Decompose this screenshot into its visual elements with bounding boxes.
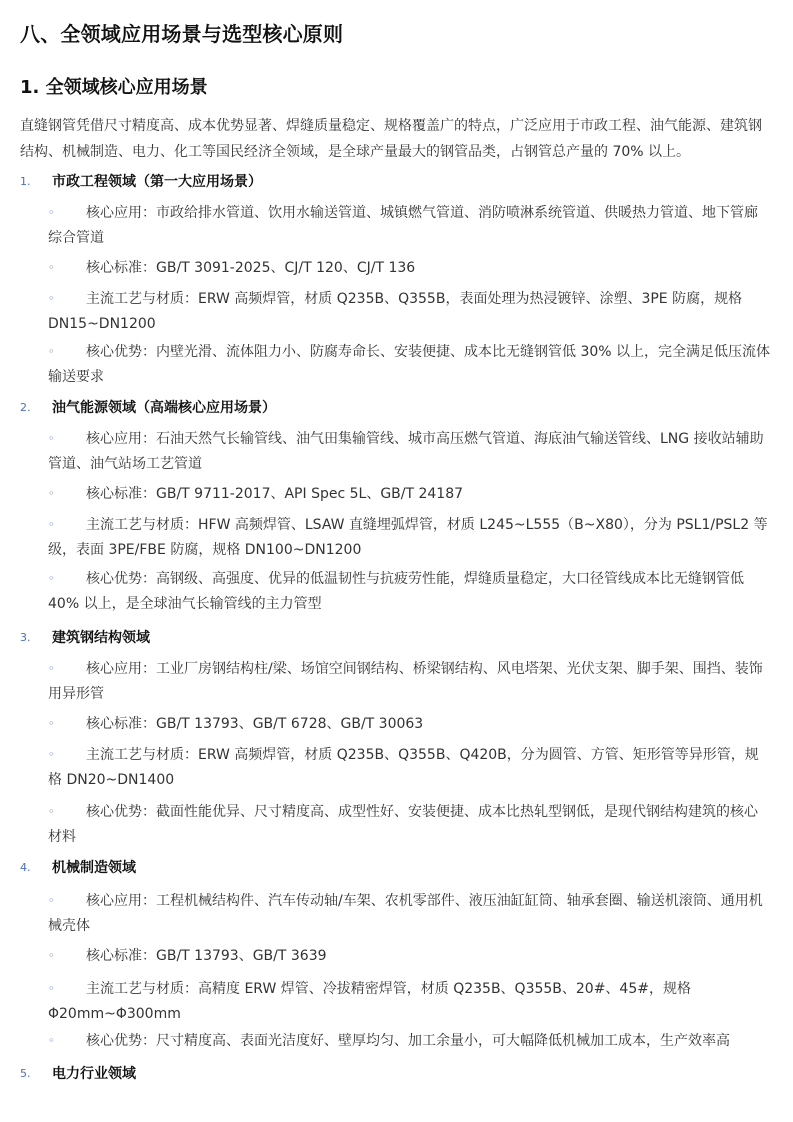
- list-item-text: 核心标准：GB/T 13793、GB/T 6728、GB/T 30063: [86, 716, 424, 732]
- list-item-text: 主流工艺与材质：高精度 ERW 焊管、冷拔精密焊管，材质 Q235B、Q355B、20#、45#，规格 Φ20mm~Φ300mm: [48, 981, 691, 1022]
- bullet-icon: ◦: [48, 572, 55, 585]
- list-item-text: 核心应用：工业厂房钢结构柱/梁、场馆空间钢结构、桥梁钢结构、风电塔架、光伏支架、脚手架、围挡、装饰用异形管: [48, 661, 763, 702]
- bullet-icon: ◦: [48, 518, 55, 531]
- list-item-text: 核心标准：GB/T 9711-2017、API Spec 5L、GB/T 24187: [86, 486, 464, 502]
- bullet-icon: ◦: [48, 894, 55, 907]
- section-heading: 1. 全领域核心应用场景: [20, 77, 208, 98]
- list-item-text: 核心优势：尺寸精度高、表面光洁度好、壁厚均匀、加工余量小，可大幅降低机械加工成本，生产效率高: [86, 1033, 730, 1049]
- list-item-text: 核心应用：石油天然气长输管线、油气田集输管线、城市高压燃气管道、海底油气输送管线、LNG 接收站辅助管道、油气站场工艺管道: [48, 431, 764, 472]
- section-title: 市政工程领域（第一大应用场景）: [52, 174, 262, 190]
- list-number: 1.: [20, 175, 31, 188]
- list-item-text: 核心优势：截面性能优异、尺寸精度高、成型性好、安装便捷、成本比热轧型钢低，是现代钢结构建筑的核心材料: [48, 804, 758, 845]
- list-item-text: 核心优势：高钢级、高强度、优异的低温韧性与抗疲劳性能，焊缝质量稳定，大口径管线成本比无缝钢管低 40% 以上，是全球油气长输管线的主力管型: [48, 571, 744, 612]
- bullet-icon: ◦: [48, 345, 55, 358]
- list-item-text: 核心标准：GB/T 13793、GB/T 3639: [86, 948, 327, 964]
- bullet-icon: ◦: [48, 982, 55, 995]
- list-item-text: 核心标准：GB/T 3091-2025、CJ/T 120、CJ/T 136: [86, 260, 416, 276]
- list-item-text: 主流工艺与材质：ERW 高频焊管，材质 Q235B、Q355B，表面处理为热浸镀锌、涂塑、3PE 防腐，规格 DN15~DN1200: [48, 291, 743, 332]
- list-item-text: 主流工艺与材质：ERW 高频焊管，材质 Q235B、Q355B、Q420B，分为圆管、方管、矩形管等异形管，规格 DN20~DN1400: [48, 747, 759, 788]
- bullet-icon: ◦: [48, 805, 55, 818]
- bullet-icon: ◦: [48, 432, 55, 445]
- bullet-icon: ◦: [48, 662, 55, 675]
- section-title: 电力行业领域: [52, 1066, 136, 1082]
- bullet-icon: ◦: [48, 748, 55, 761]
- list-number: 3.: [20, 631, 31, 644]
- section-title: 机械制造领域: [52, 860, 136, 876]
- list-item-text: 核心应用：市政给排水管道、饮用水输送管道、城镇燃气管道、消防喷淋系统管道、供暖热力管道、地下管廊综合管道: [48, 205, 758, 246]
- bullet-icon: ◦: [48, 717, 55, 730]
- list-number: 2.: [20, 401, 31, 414]
- section-title: 建筑钢结构领域: [52, 630, 150, 646]
- bullet-icon: ◦: [48, 487, 55, 500]
- section-title: 油气能源领域（高端核心应用场景）: [52, 400, 276, 416]
- bullet-icon: ◦: [48, 1034, 55, 1047]
- list-number: 4.: [20, 861, 31, 874]
- intro-paragraph: 直缝钢管凭借尺寸精度高、成本优势显著、焊缝质量稳定、规格覆盖广的特点，广泛应用于市政工程、油气能源、建筑钢结构、机械制造、电力、化工等国民经济全领域，是全球产量最大的钢管品类，占钢管总产量的 70% 以上。: [20, 118, 762, 160]
- list-item-text: 核心优势：内壁光滑、流体阻力小、防腐寿命长、安装便捷、成本比无缝钢管低 30% 以上，完全满足低压流体输送要求: [48, 344, 771, 385]
- list-number: 5.: [20, 1067, 31, 1080]
- list-item-text: 核心应用：工程机械结构件、汽车传动轴/车架、农机零部件、液压油缸缸筒、轴承套圈、输送机滚筒、通用机械壳体: [48, 893, 763, 934]
- list-item-text: 主流工艺与材质：HFW 高频焊管、LSAW 直缝埋弧焊管，材质 L245~L555（B~X80），分为 PSL1/PSL2 等级，表面 3PE/FBE 防腐，规格 DN100~DN1200: [48, 517, 768, 558]
- bullet-icon: ◦: [48, 292, 55, 305]
- page-title: 八、全领域应用场景与选型核心原则: [20, 22, 344, 46]
- bullet-icon: ◦: [48, 206, 55, 219]
- bullet-icon: ◦: [48, 949, 55, 962]
- bullet-icon: ◦: [48, 261, 55, 274]
